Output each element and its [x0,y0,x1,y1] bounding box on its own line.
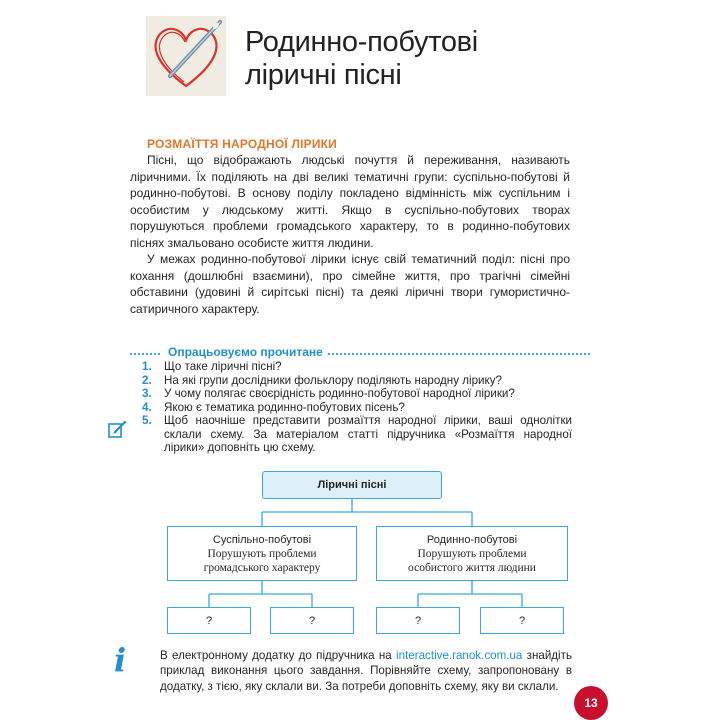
scheme-family-desc-2: особистого життя людини [408,561,536,574]
question-item [142,401,572,415]
question-text: Щоб наочніше представити розмаїття народної лірики, ваші однолітки склали схему. За матеріалом статті підручника «Розмаїття народної лірики» доповніть цю схему. [164,414,572,454]
question-text: На які групи дослідники фольклору поділяють народну лірику? [164,373,502,387]
scheme-family-box [376,526,568,581]
question-item [142,414,572,455]
question-text: Якою є тематика родинно-побутових пісень? [164,400,405,414]
interactive-link[interactable]: interactive.ranok.com.ua [396,649,523,662]
scheme-family-title: Родинно-побутові [426,533,518,546]
scheme-social-box [167,526,357,581]
chapter-title [245,26,478,92]
scheme-social-desc-1: Порушують проблеми [207,547,317,560]
question-item [142,387,572,401]
heart-needle-icon [146,16,226,96]
info-text-end: знайдіть приклад виконання цього завдання. Порівняйте схему, запропоновану в додатку, з тією, яку склали ви. За потреби доповніть схему, яку ви склали. [160,649,572,693]
question-item [142,374,572,388]
question-number: 4. [142,400,152,414]
activity-divider-left [130,353,160,355]
pencil-task-icon [107,420,127,440]
scheme-unknown-box: ? [167,607,251,634]
scheme-unknown-box: ? [480,607,564,634]
scheme-social-title: Суспільно-побутові [212,533,312,546]
info-icon: i [114,641,127,679]
info-note [160,648,572,694]
scheme-unknown-box: ? [270,607,354,634]
question-text: У чому полягає своєрідність родинно-побутової народної лірики? [164,387,515,400]
question-number: 2. [142,373,152,387]
scheme-unknown-box: ? [376,607,460,634]
section-heading: РОЗМАЇТТЯ НАРОДНОЇ ЛІРИКИ [147,137,338,151]
scheme-root-box: Ліричні пісні [262,471,442,499]
info-text-start: В електронному додатку до підручника на [160,649,397,662]
activity-divider-right [320,353,590,355]
chapter-title-line1: Родинно-побутові [245,26,478,58]
paragraph-1: Пісні, що відображають людські почуття й переживання, називають ліричними. Їх поділяють на дві великі тематичні групи: суспільно-побутові й родинно-побутові. В основу поділу покладено відмінність між суспільним і особистим у людському житті. Якщо в суспільно-побутових творах порушуються проблеми громадського характеру, то в родинно-побутових піснях змальовано особисте життя людини. [130,153,570,250]
scheme-family-desc-1: Порушують проблеми [417,547,527,560]
question-number: 3. [142,387,152,400]
question-number: 5. [142,414,152,427]
question-item [142,360,572,374]
chapter-title-line2: ліричні пісні [245,59,402,91]
activity-heading: Опрацьовуємо прочитане [165,345,326,359]
question-text: Що таке ліричні пісні? [164,360,282,373]
paragraph-2: У межах родинно-побутової лірики існує свій тематичний поділ: пісні про кохання (дошлюбні взаємини), про сімейне життя, про трагічні сімейні обставини (удовині й сирітські пісні) та деякі ліричні твори гумористично-сатиричного характеру. [130,252,570,316]
page-number-badge: 13 [574,686,608,720]
question-number: 1. [142,360,152,373]
question-list [142,360,572,455]
scheme-social-desc-2: громадського характеру [203,561,321,574]
